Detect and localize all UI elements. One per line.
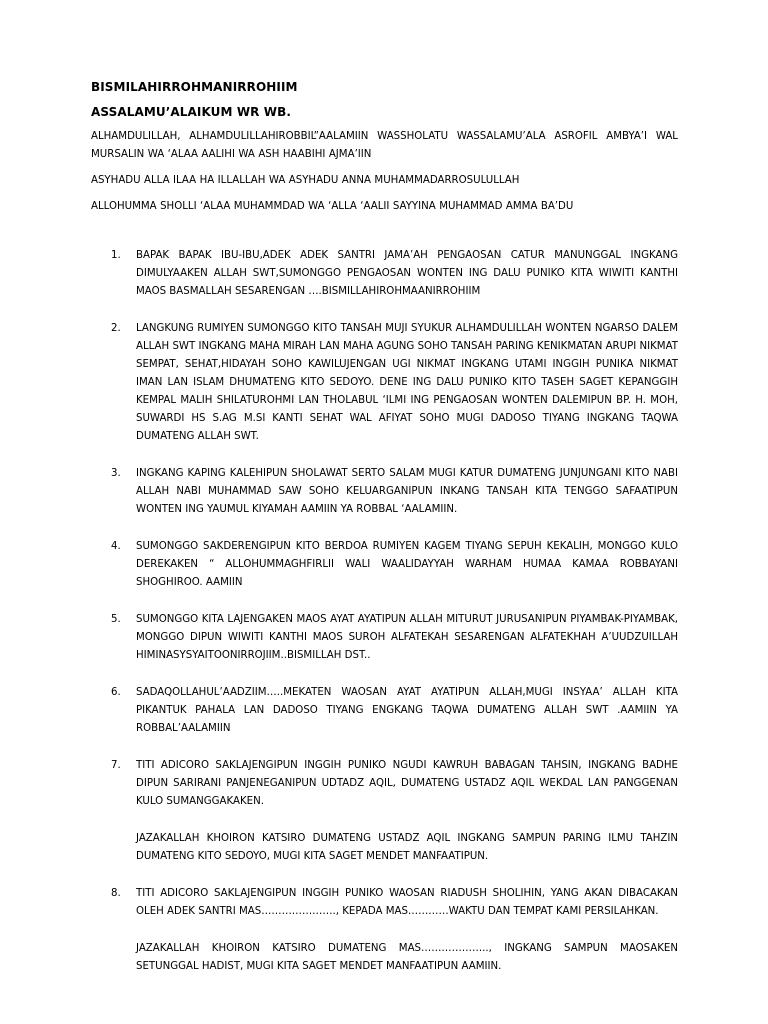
list-item-number: 1. (111, 250, 121, 261)
list-item-number: 8. (111, 888, 121, 899)
list-item-number: 3. (111, 468, 121, 479)
list-item (91, 320, 678, 446)
list-item-number: 5. (111, 614, 121, 625)
list-item (91, 757, 678, 866)
list-item-number: 7. (111, 760, 121, 771)
list-item-text: BAPAK BAPAK IBU-IBU,ADEK ADEK SANTRI JAMA’AH PENGAOSAN CATUR MANUNGGAL INGKANG DIMULYAAKEN ALLAH SWT,SUMONGGO PENGAOSAN WONTEN ING DALU PUNIKO KITA WIWITI KANTHI MAOS BASMALLAH SESARENGAN ….BISMILLAHIROHMAANIRROHIIM (136, 250, 678, 297)
document-heading-greeting: ASSALAMU’ALAIKUM WR WB. (91, 105, 292, 119)
list-item (91, 611, 678, 665)
list-item-text: SUMONGGO KITA LAJENGAKEN MAOS AYAT AYATIPUN ALLAH MITURUT JURUSANIPUN PIYAMBAK-PIYAMBAK, MONGGO DIPUN WIWITI KANTHI MAOS SUROH ALFATEKAH SESARENGAN ALFATEKHAH A’UUDZUILLAH HIMINASYSYAITOONIRROJIIM..BISMILLAH DST.. (136, 614, 678, 661)
intro-paragraph-syahadat: ASYHADU ALLA ILAA HA ILLALLAH WA ASYHADU ANNA MUHAMMADARROSULULLAH (91, 175, 520, 186)
intro-paragraph-hamdalah: ALHAMDULILLAH, ALHAMDULILLAHIROBBIL”AALAMIIN WASSHOLATU WASSALAMU’ALA ASROFIL AMBYA’I WAL MURSALIN WA ‘ALAA AALIHI WA ASH HAABIHI AJMA’IIN (91, 131, 678, 160)
intro-paragraph-sholawat: ALLOHUMMA SHOLLI ‘ALAA MUHAMMDAD WA ‘ALLA ‘AALII SAYYINA MUHAMMAD AMMA BA’DU (91, 201, 574, 212)
list-item (91, 684, 678, 738)
list-item (91, 247, 678, 301)
list-item (91, 538, 678, 592)
list-item-text: LANGKUNG RUMIYEN SUMONGGO KITO TANSAH MUJI SYUKUR ALHAMDULILLAH WONTEN NGARSO DALEM ALLAH SWT INGKANG MAHA MIRAH LAN MAHA AGUNG SOHO TANSAH PARING KENIKMATAN ARUPI NIKMAT SEMPAT, SEHAT,HIDAYAH SOHO KAWILUJENGAN UGI NIKMAT INGKANG UTAMI INGGIH PUNIKA NIKMAT IMAN LAN ISLAM DHUMATENG KITO SEDOYO. DENE ING DALU PUNIKO KITO TASEH SAGET KEPANGGIH KEMPAL MALIH SHILATUROHMI LAN THOLABUL ‘ILMI ING PENGAOSAN WONTEN DALEMIPUN BP. H. MOH, SUWARDI HS S.AG M.SI KANTI SEHAT WAL AFIYAT SOHO MUGI DADOSO TIYANG INGKANG TAQWA DUMATENG ALLAH SWT. (136, 323, 678, 442)
list-item-text: SADAQOLLAHUL’AADZIIM…..MEKATEN WAOSAN AYAT AYATIPUN ALLAH,MUGI INSYAA’ ALLAH KITA PIKANTUK PAHALA LAN DADOSO TIYANG ENGKANG TAQWA DUMATENG ALLAH SWT .AAMIIN YA ROBBAL’AALAMIIN (136, 687, 678, 734)
list-item-text: TITI ADICORO SAKLAJENGIPUN INGGIH PUNIKO NGUDI KAWRUH BABAGAN TAHSIN, INGKANG BADHE DIPUN SARIRANI PANJENEGANIPUN UDTADZ AQIL, DUMATENG USTADZ AQIL WEKDAL LAN PANGGENAN KULO SUMANGGAKAKEN. (136, 760, 678, 807)
list-item (91, 885, 678, 976)
agenda-list (91, 247, 678, 976)
list-item-subparagraph: JAZAKALLAH KHOIRON KATSIRO DUMATENG MAS……………….., INGKANG SAMPUN MAOSAKEN SETUNGGAL HADIST, MUGI KITA SAGET MENDET MANFAATIPUN AAMIIN. (136, 943, 678, 972)
document-heading-basmalah: BISMILAHIRROHMANIRROHIIM (91, 80, 298, 94)
list-item-subparagraph: JAZAKALLAH KHOIRON KATSIRO DUMATENG USTADZ AQIL INGKANG SAMPUN PARING ILMU TAHZIN DUMATENG KITO SEDOYO, MUGI KITA SAGET MENDET MANFAATIPUN. (136, 833, 678, 862)
list-item-number: 2. (111, 323, 121, 334)
list-item-text: SUMONGGO SAKDERENGIPUN KITO BERDOA RUMIYEN KAGEM TIYANG SEPUH KEKALIH, MONGGO KULO DEREKAKEN “ ALLOHUMMAGHFIRLII WALI WAALIDAYYAH WARHAM HUMAA KAMAA ROBBAYANI SHOGHIROO. AAMIIN (136, 541, 678, 588)
list-item (91, 465, 678, 519)
document-page (91, 78, 678, 995)
list-item-number: 6. (111, 687, 121, 698)
list-item-text: INGKANG KAPING KALEHIPUN SHOLAWAT SERTO SALAM MUGI KATUR DUMATENG JUNJUNGANI KITO NABI ALLAH NABI MUHAMMAD SAW SOHO KELUARGANIPUN INKANG TANSAH KITA TENGGO SAFAATIPUN WONTEN ING YAUMUL KIYAMAH AAMIIN YA ROBBAL ‘AALAMIIN. (136, 468, 678, 515)
list-item-text: TITI ADICORO SAKLAJENGIPUN INGGIH PUNIKO WAOSAN RIADUSH SHOLIHIN, YANG AKAN DIBACAKAN OLEH ADEK SANTRI MAS…………………., KEPADA MAS…………WAKTU DAN TEMPAT KAMI PERSILAHKAN. (136, 888, 678, 917)
list-item-number: 4. (111, 541, 121, 552)
